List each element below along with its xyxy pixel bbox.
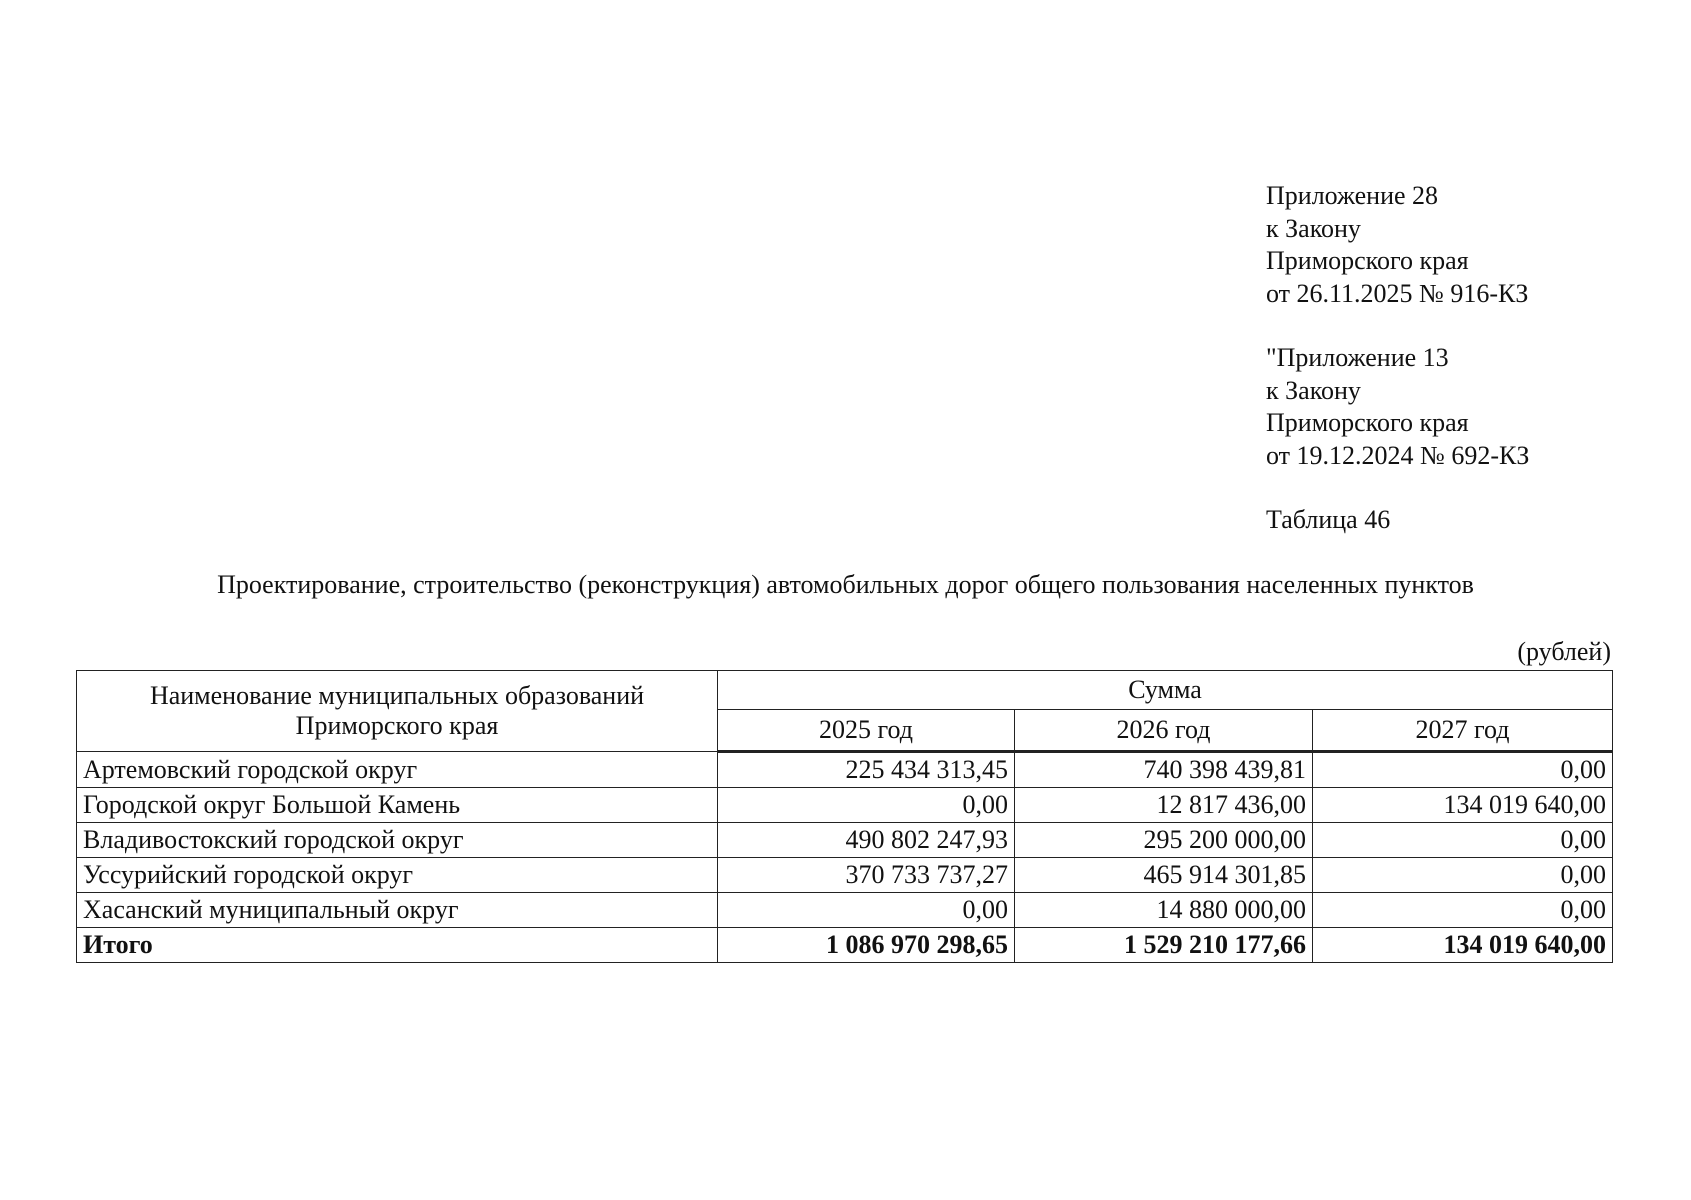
annex-law-label: к Закону — [1266, 375, 1361, 405]
total-label: Итого — [77, 928, 718, 963]
table-row — [77, 788, 1613, 823]
header-year-2025: 2025 год — [718, 710, 1015, 752]
municipality-name: Владивостокский городской округ — [77, 823, 718, 858]
total-2027: 134 019 640,00 — [1313, 928, 1613, 963]
table-row — [77, 752, 1613, 788]
municipality-name: Хасанский муниципальный округ — [77, 893, 718, 928]
amount-2025: 370 733 737,27 — [718, 858, 1015, 893]
table-row — [77, 858, 1613, 893]
header-year-2026: 2026 год — [1015, 710, 1313, 752]
annex-region: Приморского края — [1266, 246, 1469, 275]
annex-region: Приморского края — [1266, 408, 1469, 437]
annex-header-current — [1266, 180, 1528, 310]
amount-2025: 0,00 — [718, 893, 1015, 928]
annex-header-original — [1266, 342, 1529, 472]
header-sum: Сумма — [718, 671, 1613, 710]
annex-number: "Приложение 13 — [1266, 343, 1449, 372]
amount-2027: 0,00 — [1313, 823, 1613, 858]
amount-2027: 0,00 — [1313, 893, 1613, 928]
amount-2027: 134 019 640,00 — [1313, 788, 1613, 823]
amount-2027: 0,00 — [1313, 858, 1613, 893]
header-municipality: Наименование муниципальных образований Приморского края — [77, 671, 718, 752]
table-row — [77, 893, 1613, 928]
amount-2026: 465 914 301,85 — [1015, 858, 1313, 893]
annex-law-date: от 26.11.2025 № 916-КЗ — [1266, 278, 1529, 308]
header-year-2027: 2027 год — [1313, 710, 1613, 752]
amount-2026: 740 398 439,81 — [1015, 752, 1313, 788]
amount-2025: 225 434 313,45 — [718, 752, 1015, 788]
municipality-name: Городской округ Большой Камень — [77, 788, 718, 823]
amount-2027: 0,00 — [1313, 752, 1613, 788]
amount-2026: 12 817 436,00 — [1015, 788, 1313, 823]
amount-2025: 490 802 247,93 — [718, 823, 1015, 858]
funding-table — [76, 670, 1613, 963]
header-row — [77, 671, 1613, 710]
total-2026: 1 529 210 177,66 — [1015, 928, 1313, 963]
total-row — [77, 928, 1613, 963]
amount-2026: 14 880 000,00 — [1015, 893, 1313, 928]
units-label: (рублей) — [1517, 637, 1611, 666]
amount-2025: 0,00 — [718, 788, 1015, 823]
municipality-name: Артемовский городской округ — [77, 752, 718, 788]
table-row — [77, 823, 1613, 858]
annex-law-label: к Закону — [1266, 213, 1361, 243]
document-title: Проектирование, строительство (реконструкция) автомобильных дорог общего пользования населенных пунктов — [217, 570, 1474, 599]
amount-2026: 295 200 000,00 — [1015, 823, 1313, 858]
annex-law-date: от 19.12.2024 № 692-КЗ — [1266, 440, 1530, 470]
municipality-name: Уссурийский городской округ — [77, 858, 718, 893]
total-2025: 1 086 970 298,65 — [718, 928, 1015, 963]
annex-number: Приложение 28 — [1266, 181, 1439, 210]
table-number: Таблица 46 — [1266, 505, 1391, 534]
